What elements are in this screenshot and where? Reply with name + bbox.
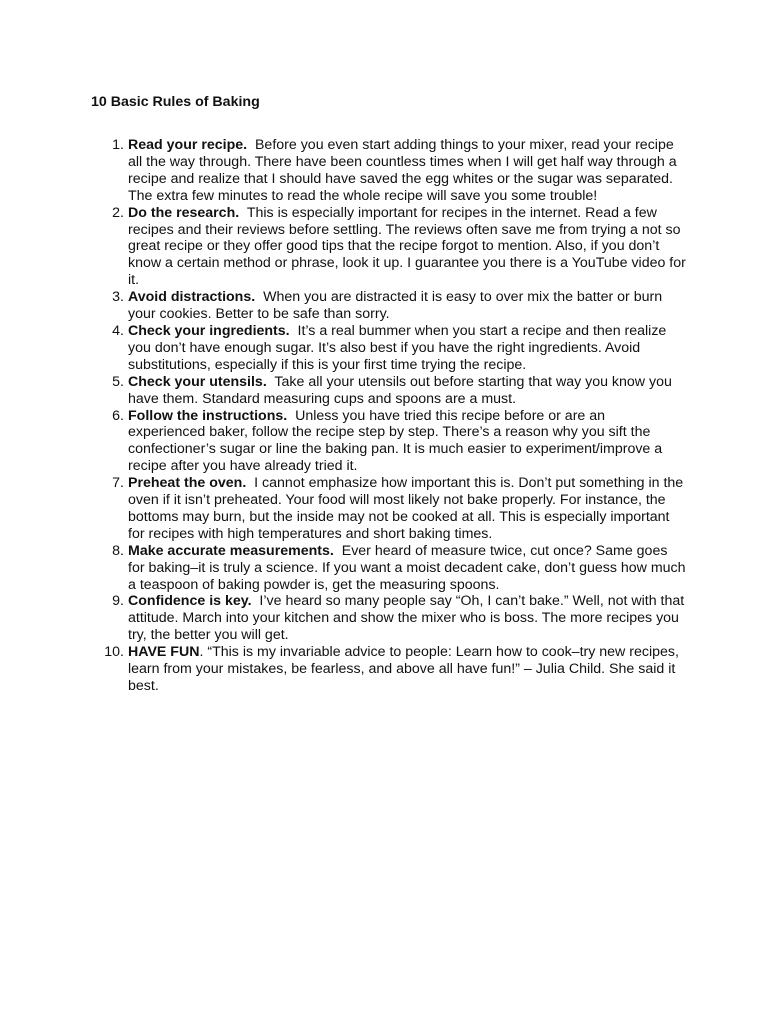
list-number: 10. (104, 644, 124, 661)
list-number: 9. (112, 593, 124, 610)
rule-heading: Do the research. (128, 204, 240, 221)
list-number: 6. (112, 407, 124, 424)
list-item (96, 593, 686, 644)
list-number: 2. (112, 204, 124, 221)
list-item (96, 543, 686, 594)
list-number: 1. (112, 137, 124, 153)
rule-heading: Check your ingredients. (128, 322, 290, 339)
rule-text: I’ve heard so many people say “Oh, I can’t bake.” Well, not with that attitude. March into your kitchen and show the mixer who is boss. The more recipes you try, the better you will get. (128, 593, 685, 644)
rule-text: I cannot emphasize how important this is. Don’t put something in the oven if it isn’t preheated. Your food will most likely not bake properly. For instance, the bottoms may burn, but the inside may not be cooked at all. This is especially important for recipes with high temperatures and short baking times. (128, 475, 684, 542)
rule-heading: Confidence is key. (128, 593, 252, 610)
list-number: 4. (112, 322, 124, 339)
rule-heading: HAVE FUN (128, 644, 200, 661)
list-item (96, 374, 686, 408)
list-item (96, 408, 686, 476)
rule-text: . “This is my invariable advice to people: Learn how to cook–try new recipes, learn from your mistakes, be fearless, and above all have fun!” – Julia Child. She said it best. (128, 644, 679, 694)
list-item (96, 137, 686, 205)
rule-heading: Avoid distractions. (128, 289, 256, 306)
rule-heading: Preheat the oven. (128, 475, 247, 492)
list-number: 5. (112, 373, 124, 390)
rule-heading: Make accurate measurements. (128, 542, 334, 559)
rule-text: Take all your utensils out before starting that way you know you have them. Standard measuring cups and spoons are a must. (128, 373, 672, 407)
rule-text: This is especially important for recipes in the internet. Read a few recipes and their reviews before settling. The reviews often save me from trying a not so great recipe or they offer good tips that the recipe forgot to mention. Also, if you don’t know a certain method or phrase, look it up. I guarantee you there is a YouTube video for it. (128, 204, 686, 289)
list-item (96, 205, 686, 290)
list-number: 7. (112, 475, 124, 492)
list-number: 8. (112, 542, 124, 559)
rule-heading: Read your recipe. (128, 137, 248, 153)
list-item (96, 323, 686, 374)
rules-list (96, 137, 686, 695)
rule-heading: Check your utensils. (128, 373, 267, 390)
list-number: 3. (112, 289, 124, 306)
rule-text: It’s a real bummer when you start a recipe and then realize you don’t have enough sugar. It’s also best if you have the right ingredients. Avoid substitutions, especially if this is your first time trying the recipe. (128, 322, 667, 373)
rule-text: Unless you have tried this recipe before or are an experienced baker, follow the recipe step by step. There’s a reason why you sift the confectioner’s sugar or line the baking pan. It is much easier to experiment/improve a recipe after you have already tried it. (128, 407, 663, 475)
rule-text: Before you even start adding things to your mixer, read your recipe all the way through. There have been countless times when I will get half way through a recipe and realize that I should have saved the egg whites or the sugar was separated. The extra few minutes to read the whole recipe will save you some trouble! (128, 137, 677, 204)
rule-text: Ever heard of measure twice, cut once? Same goes for baking–it is truly a science. If you want a moist decadent cake, don’t guess how much a teaspoon of baking powder is, get the measuring spoons. (128, 542, 686, 593)
rule-text: When you are distracted it is easy to over mix the batter or burn your cookies. Better to be safe than sorry. (128, 289, 663, 323)
document-title: 10 Basic Rules of Baking (91, 94, 260, 110)
list-item (96, 644, 686, 695)
list-item (96, 475, 686, 543)
rule-heading: Follow the instructions. (128, 407, 288, 424)
list-item (96, 289, 686, 323)
